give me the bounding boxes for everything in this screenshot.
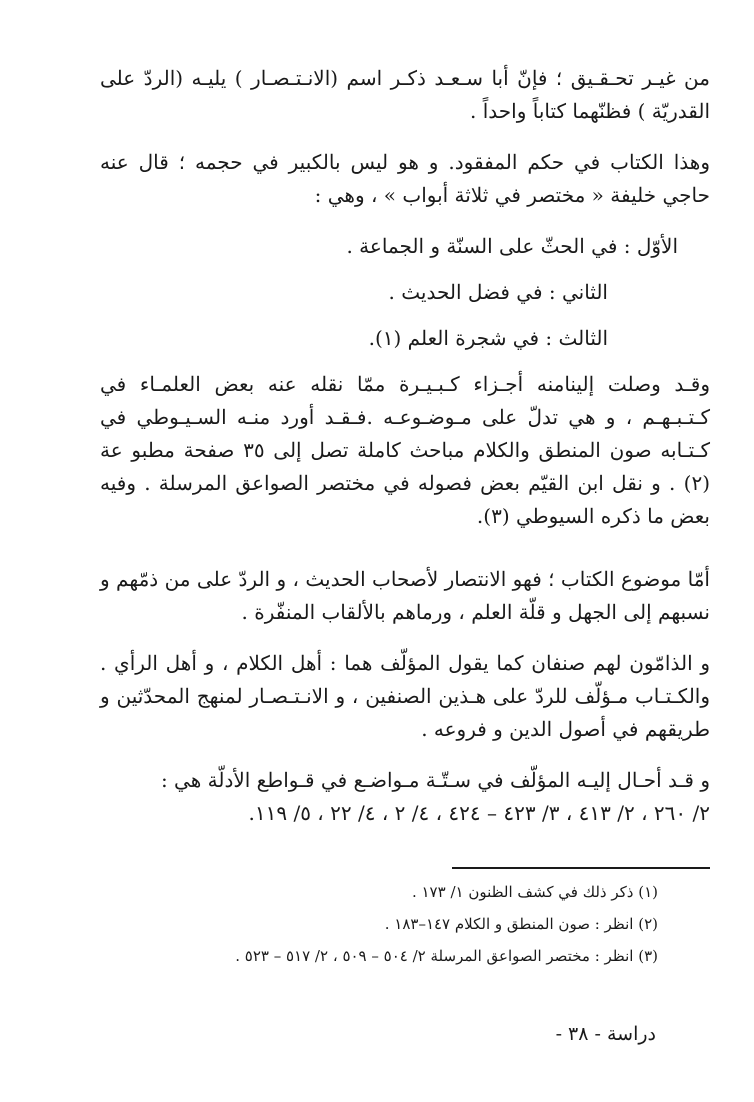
paragraph-3: وقـد وصلت إلينامنه أجـزاء كـبـيـرة ممّا نقله عنه بعض العلمـاء في كـتـبـهـم ، و هي تدلّ على مـوضـوعـه .فـقـد أورد منـه السـيـوطي في كـتـابه صون المنطق والكلام مباحث كاملة تصل إلى ٣٥ صفحة مطبو عة (٢) . و نقل ابن القيّم بعض فصوله في مختصر الصواعق المرسلة . وفيه بعض ما ذكره السيوطي (٣).: [100, 372, 710, 528]
paragraph-6-line-2: ٢/ ٢٦٠ ، ٢/ ٤١٣ ، ٣/ ٤٢٣ – ٤٢٤ ، ٤/ ٢ ، ٤/ ٢٢ ، ٥/ ١١٩.: [248, 801, 710, 825]
footnote-1: (١) ذكر ذلك في كشف الظنون ١/ ١٧٣ .: [411, 883, 658, 901]
list-item-first: الأوّل : في الحثّ على السنّة و الجماعة .: [346, 234, 678, 258]
paragraph-1: من غيـر تحـقـيق ؛ فإنّ أبا سـعـد ذكـر اسم (الانـتـصـار ) يليـه (الردّ على القدريّة ) فظنّهما كتاباً واحداً .: [100, 66, 710, 123]
paragraph-5: و الذامّون لهم صنفان كما يقول المؤلّف هما : أهل الكلام ، و أهل الرأي . والكـتـاب مـؤلّف للردّ على هـذين الصنفين ، و الانـتـصـار لمنهج المحدّثين و طريقهم في أصول الدين و فروعه .: [100, 651, 710, 741]
paragraph-6-line-1: و قـد أحـال إليـه المؤلّف في سـتّـة مـواضـع في قـواطع الأدلّة هي :: [160, 768, 710, 792]
list-item-third: الثالث : في شجرة العلم (١).: [368, 326, 608, 350]
paragraph-4: أمّا موضوع الكتاب ؛ فهو الانتصار لأصحاب الحديث ، و الردّ على من ذمّهم و نسبهم إلى الجهل و قلّة العلم ، ورماهم بالألقاب المنفّرة .: [100, 567, 710, 624]
footnote-3: (٣) انظر : مختصر الصواعق المرسلة ٢/ ٥٠٤ – ٥٠٩ ، ٢/ ٥١٧ – ٥٢٣ .: [235, 947, 658, 965]
footnote-divider: [452, 867, 710, 869]
paragraph-2: وهذا الكتاب في حكم المفقود. و هو ليس بالكبير في حجمه ؛ قال عنه حاجي خليفة « مختصر في ثلاثة أبواب » ، وهي :: [100, 150, 710, 207]
list-item-second: الثاني : في فضل الحديث .: [388, 280, 608, 304]
page-number: دراسة - ٣٨ -: [555, 1023, 656, 1045]
footnote-2: (٢) انظر : صون المنطق و الكلام ١٤٧–١٨٣ .: [384, 915, 658, 933]
